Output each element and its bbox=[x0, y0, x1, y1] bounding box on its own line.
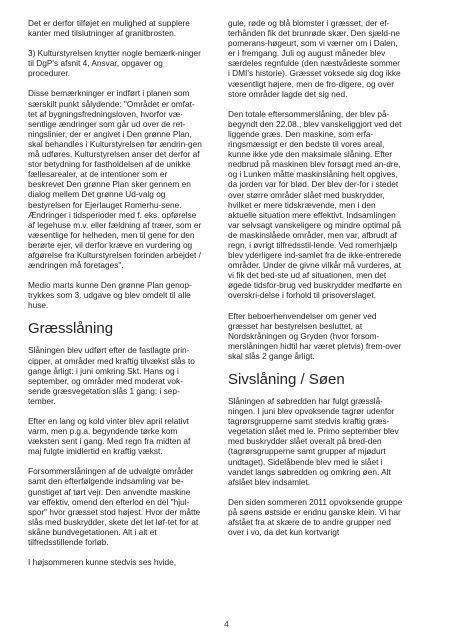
paragraph: Efter en lang og kold vinter blev april relativt varm, men p.g.a. begyndende tørke kom væksten sent i gang. Med regn fra midten af maj fulgte imidlertid en kraftig vækst. bbox=[28, 416, 191, 457]
left-column bbox=[28, 18, 203, 577]
paragraph: I højsommeren kunne stedvis ses hvide, bbox=[28, 557, 177, 568]
page-number: 4 bbox=[224, 620, 229, 629]
paragraph: Forsommerslåningen af de udvalgte områder samt den efterfølgende indsamling var be-gunstiget af tørt vejr. Den anvendte maskine var effektiv, omend den efterlod en del "hjul-spor" hvor græsset stod højest. Hvor der måtte slås med buskrydder, skete det let løf-tet for at skåne bundvegetationen. Alt i alt et tilfredsstillende forløb. bbox=[28, 466, 201, 548]
paragraph: Slåningen af søbredden har fulgt græsslå-ningen. I juni blev opvoksende tagrør udenfor tagrørsgrupperne samt stedvis kraftig græs-vegetation slået med le. Primo september blev med buskrydder slået overalt på bred-den (tagrørsgrupperne samt grupper af mjødurt undtaget). Sidelåbende blev med le slået i vandet langs søbredden og omkring øen. Alt afslået blev indsamlet. bbox=[228, 396, 399, 487]
paragraph: Disse bemærkninger er indført i planen som særskilt punkt sålydende: "Området er omfat-tet af bygningsfredningsloven, hvorfor væ-sentlige ændringer som går ud over de ret-ningslinier, der er angivet i Den grønne Plan, skal behandles i Kulturstyrelsen før ændrin-gen må udføres. Kulturstyrelsen anser det derfor af stor betydning for fastholdelsen af de unikke fællesarealer, at de intentioner som er beskrevet Den grønne Plan sker gennem en dialog mellem Det grønne Ud-valg og bestyrelsen for Ejerlauget Romerhu-sene. Ændringer i tidsperioder med f. eks. opførelse af legehuse m.v. eller fældning af træer, som er væsentlige for helheden, men til gene for den berørte ejer, vil derfor kræve en vurdering og afgørelse fra Kulturstyrelsen forinden arbejdet / ændringen må foretages". bbox=[28, 88, 202, 271]
section-heading-reeds: Sivslåning / Søen bbox=[228, 371, 345, 388]
paragraph: Det er derfor tilføjet en mulighed at supplere kanter med tilslutninger af granitbrosten. bbox=[28, 18, 190, 39]
paragraph: Slåningen blev udført efter de fastlagte prin-cipper, at områder med kraftig tilvækst slås to gange årligt: i juni omkring Skt. Hans og i september, og områder med moderat vok-sende græsvegetation slås 1 gang: i sep-tember. bbox=[28, 345, 195, 406]
section-heading-grass: Græsslåning bbox=[28, 320, 114, 338]
paragraph: Den siden sommeren 2011 opvoksende gruppe på søens østside er endnu ganske klein. Vi har afstået fra at skære de to andre grupper ned over i vo, da det kun kortvarigt bbox=[228, 496, 403, 538]
right-column bbox=[228, 18, 403, 547]
paragraph: Medio marts kunne Den grønne Plan genop-trykkes som 3. udgave og blev omdelt til alle huse. bbox=[28, 280, 192, 311]
paragraph: Efter beboerhenvendelser om gener ved græsset har bestyrelsen besluttet, at Nordskråningen og Gryden (hvor forsom-merslåningen hidtil har været pletvis) frem-over skal slås 2 gange årligt. bbox=[228, 310, 402, 361]
paragraph: Den totale eftersommerslåning, der blev på-begyndt den 22.08., blev vanskeliggjort ved det liggende græs. Den maskine, som erfa-ringsmæssigt er den bedste til vores areal, kunne ikke yde den maksimale slåning. Efter nedbrud på maskinen blev forsøgt med an-dre, og i Lunken måtte maskinslåning helt opgives, da jorden var for blød. Der blev der-for i stedet over større områder slået med buskrydder, hvilket er mere tidskrævende, men i den aktuelle situation mere effektivt. Indsamlingen var selvsagt vanskeligere og mindre optimal på de maskinslåede områder, men var, afbrudt af regn, i øvrigt tilfredsstil-lende. Ved romerhjælp blev yderligere ind-samlet fra de ikke-entrerede områder. Under de givne vilkår må vurderes, at vi fik det bed-ste ud af situationen, men det øgede tidsfor-brug ved buskrydder medførte en overskri-delse i forhold til prisoverslaget. bbox=[228, 108, 402, 301]
paragraph: gule, røde og blå blomster i græsset, der ef-terhånden fik det brunrøde skær. Den sjæld-ne pomerans-høgeurt, som vi værner om i Dalen, er i fremgang. Juli og august måneder blev særdeles regnfulde (den næstvådeste sommer i DMI's historie). Græsset voksede sig dog ikke væsentligt højere, men de fro-digere, og over store områder lagde det sig ned. bbox=[228, 18, 401, 99]
paragraph: 3) Kulturstyrelsen knytter nogle bemærk-ninger til DgP's afsnit 4, Ansvar, opgaver og procedurer. bbox=[28, 48, 201, 79]
